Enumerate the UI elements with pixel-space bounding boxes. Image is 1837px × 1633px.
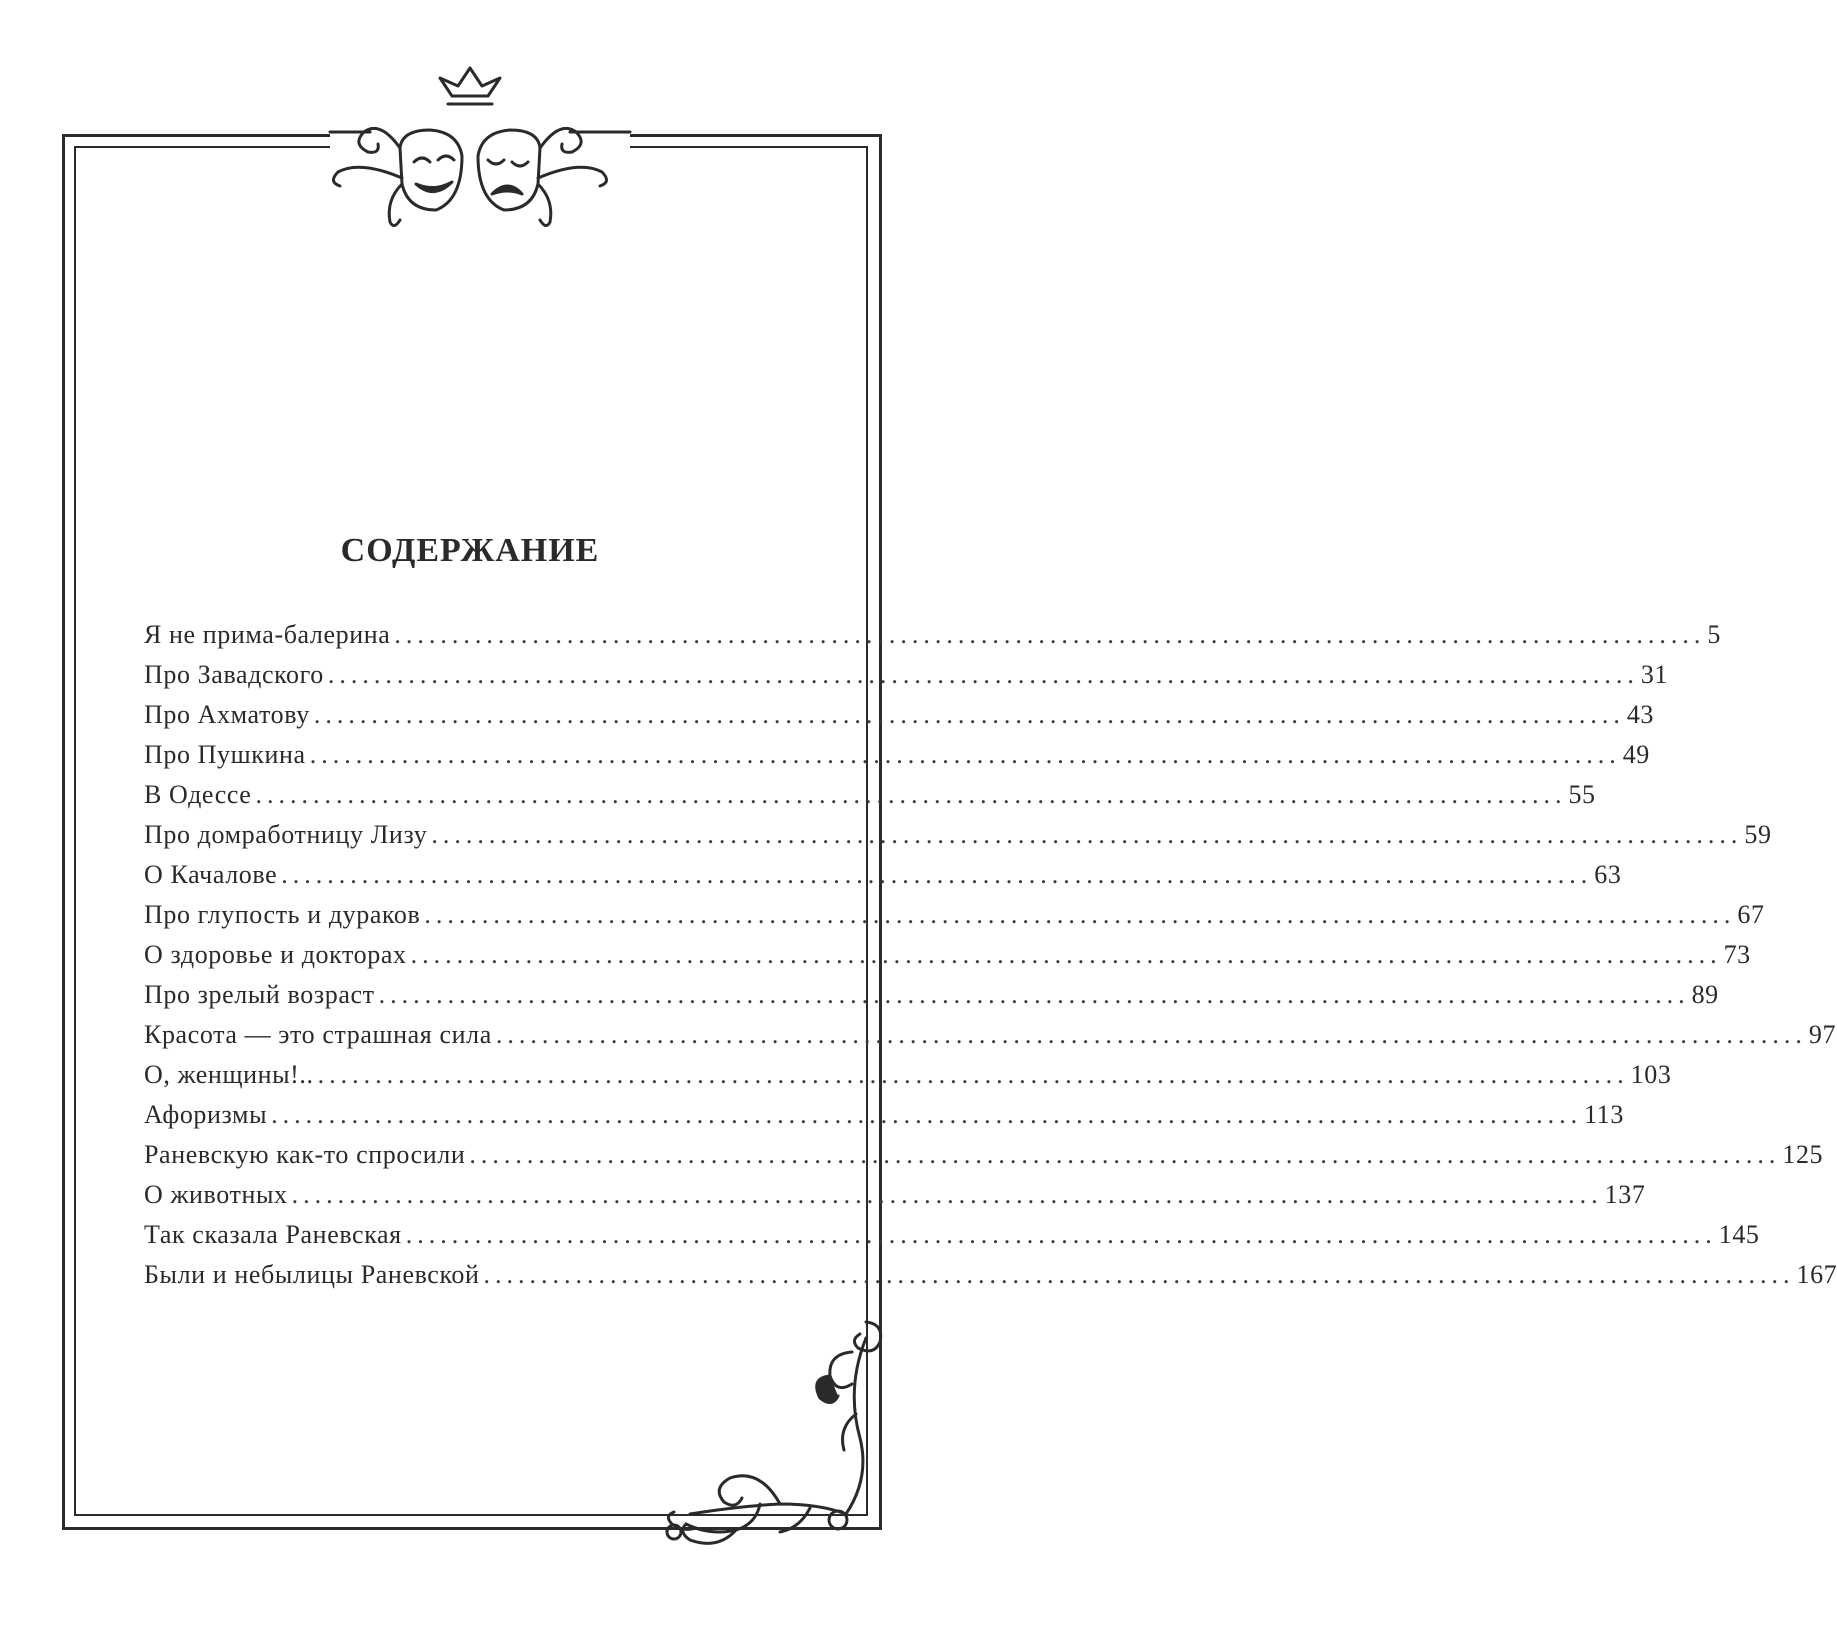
toc-entry-title: Раневскую как-то спросили (144, 1140, 466, 1169)
toc-entry[interactable] (144, 1255, 1837, 1295)
toc-entry[interactable] (144, 695, 1655, 735)
toc-entry[interactable] (144, 1055, 1672, 1095)
dot-leader: .................................................................................................................. (495, 1020, 1807, 1049)
flourish-icon (660, 1318, 900, 1568)
dot-leader: .................................................................................................................. (483, 1260, 1795, 1289)
toc-entry-page: 31 (1640, 660, 1669, 689)
toc-entry-title: Были и небылицы Раневской (144, 1260, 480, 1289)
toc-entry-title: Про домработницу Лизу (144, 820, 428, 849)
toc-entry-page: 73 (1723, 940, 1751, 969)
toc-entry-title: Я не прима-балерина (144, 620, 391, 649)
toc-entry-title: В Одессе (144, 780, 252, 809)
toc-entry-title: О Качалове (144, 860, 278, 889)
dot-leader: .................................................................................................................. (469, 1140, 1781, 1169)
dot-leader: .................................................................................................................. (271, 1100, 1583, 1129)
toc-entry-title: Афоризмы (144, 1100, 268, 1129)
toc-entry-title: Про зрелый возраст (144, 980, 375, 1009)
toc-entry-page: 59 (1744, 820, 1772, 849)
toc-entry[interactable] (144, 1135, 1824, 1175)
toc-entry-title: О, женщины!.. (144, 1060, 314, 1089)
dot-leader: .................................................................................................................. (410, 940, 1722, 969)
dot-leader: .................................................................................................................. (255, 780, 1567, 809)
toc-entry[interactable] (144, 1175, 1646, 1215)
toc-entry-page: 5 (1707, 620, 1721, 649)
toc-entry-page: 89 (1691, 980, 1719, 1009)
dot-leader: .................................................................................................................. (394, 620, 1706, 649)
toc-entry[interactable] (144, 815, 1772, 855)
toc-entry-page: 97 (1808, 1020, 1837, 1049)
toc-entry-title: О здоровье и докторах (144, 940, 407, 969)
toc-entry-page: 103 (1630, 1060, 1672, 1089)
toc-entry-title: О животных (144, 1180, 288, 1209)
toc-entry-page: 167 (1796, 1260, 1837, 1289)
toc-entry-page: 125 (1782, 1140, 1824, 1169)
dot-leader: .................................................................................................................. (405, 1220, 1717, 1249)
toc-entry[interactable] (144, 935, 1751, 975)
table-of-contents (144, 615, 1837, 1295)
toc-entry[interactable] (144, 975, 1719, 1015)
toc-entry[interactable] (144, 735, 1650, 775)
toc-entry[interactable] (144, 1215, 1760, 1255)
toc-entry[interactable] (144, 1095, 1625, 1135)
toc-entry-page: 145 (1718, 1220, 1760, 1249)
toc-entry-page: 67 (1737, 900, 1765, 929)
toc-entry[interactable] (144, 1015, 1837, 1055)
dot-leader: .................................................................................................................. (291, 1180, 1603, 1209)
toc-entry[interactable] (144, 775, 1596, 815)
toc-entry-title: Про Завадского (144, 660, 324, 689)
toc-entry[interactable] (144, 855, 1622, 895)
toc-entry-page: 55 (1568, 780, 1596, 809)
dot-leader: .................................................................................................................. (327, 660, 1639, 689)
toc-entry-page: 137 (1604, 1180, 1646, 1209)
theatre-masks-icon (330, 60, 630, 240)
toc-entry-page: 63 (1594, 860, 1622, 889)
dot-leader: .................................................................................................................. (317, 1060, 1629, 1089)
dot-leader: .................................................................................................................. (378, 980, 1690, 1009)
toc-entry-title: Про глупость и дураков (144, 900, 421, 929)
dot-leader: .................................................................................................................. (281, 860, 1593, 889)
page-title: СОДЕРЖАНИЕ (340, 532, 600, 569)
toc-entry[interactable] (144, 615, 1721, 655)
dot-leader: .................................................................................................................. (424, 900, 1736, 929)
toc-entry-title: Красота — это страшная сила (144, 1020, 492, 1049)
dot-leader: .................................................................................................................. (431, 820, 1743, 849)
toc-entry-title: Так сказала Раневская (144, 1220, 402, 1249)
toc-entry[interactable] (144, 655, 1669, 695)
toc-entry-page: 49 (1622, 740, 1650, 769)
toc-entry-page: 43 (1626, 700, 1655, 729)
toc-entry-page: 113 (1584, 1100, 1625, 1129)
dot-leader: .................................................................................................................. (309, 740, 1621, 769)
toc-entry[interactable] (144, 895, 1765, 935)
dot-leader: .................................................................................................................. (313, 700, 1625, 729)
toc-entry-title: Про Пушкина (144, 740, 306, 769)
toc-entry-title: Про Ахматову (144, 700, 310, 729)
